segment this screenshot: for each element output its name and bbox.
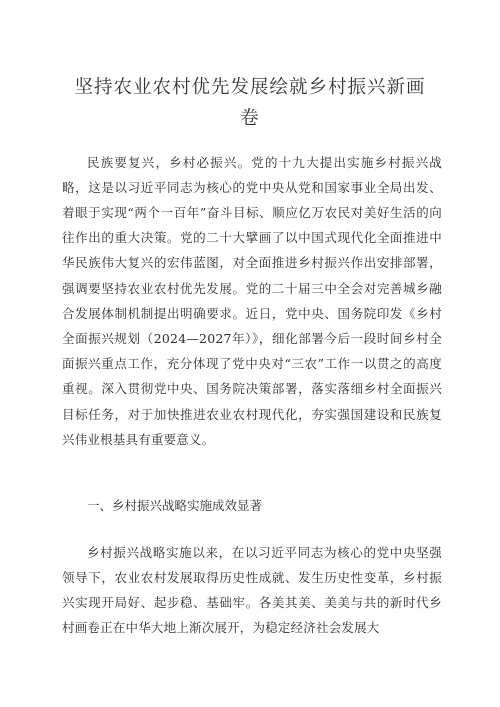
body-paragraph-2: 乡村振兴战略实施以来，在以习近平同志为核心的党中央坚强领导下，农业农村发展取得历史性成就、发生历史性变革，乡村振兴实现开局好、起步稳、基础牢。各美其美、美美与共的新时代乡村画卷正在中华大地上渐次展开，为稳定经济社会发展大 <box>62 544 442 636</box>
document-title: 坚持农业农村优先发展绘就乡村振兴新画卷 <box>74 77 426 130</box>
body-paragraph-1: 民族要复兴，乡村必振兴。党的十九大提出实施乡村振兴战略，这是以习近平同志为核心的党中央从党和国家事业全局出发、着眼于实现“两个一百年”奋斗目标、顺应亿万农民对美好生活的向往作出的重大决策。党的二十大擘画了以中国式现代化全面推进中华民族伟大复兴的宏伟蓝图，对全面推进乡村振兴作出安排部署，强调要坚持农业农村优先发展。党的二十届三中全会对完善城乡融合发展体制机制提出明确要求。近日，党中央、国务院印发《乡村全面振兴规划（2024—2027年）》，细化部署今后一段时间乡村全面振兴重点工作，充分体现了党中央对“三农”工作一以贯之的高度重视。深入贯彻党中央、国务院决策部署，落实落细乡村全面振兴目标任务，对于加快推进农业农村现代化，夯实强国建设和民族复兴伟业根基具有重要意义。 <box>62 154 442 447</box>
section-heading-1: 一、乡村振兴战略实施成效显著 <box>87 497 263 513</box>
